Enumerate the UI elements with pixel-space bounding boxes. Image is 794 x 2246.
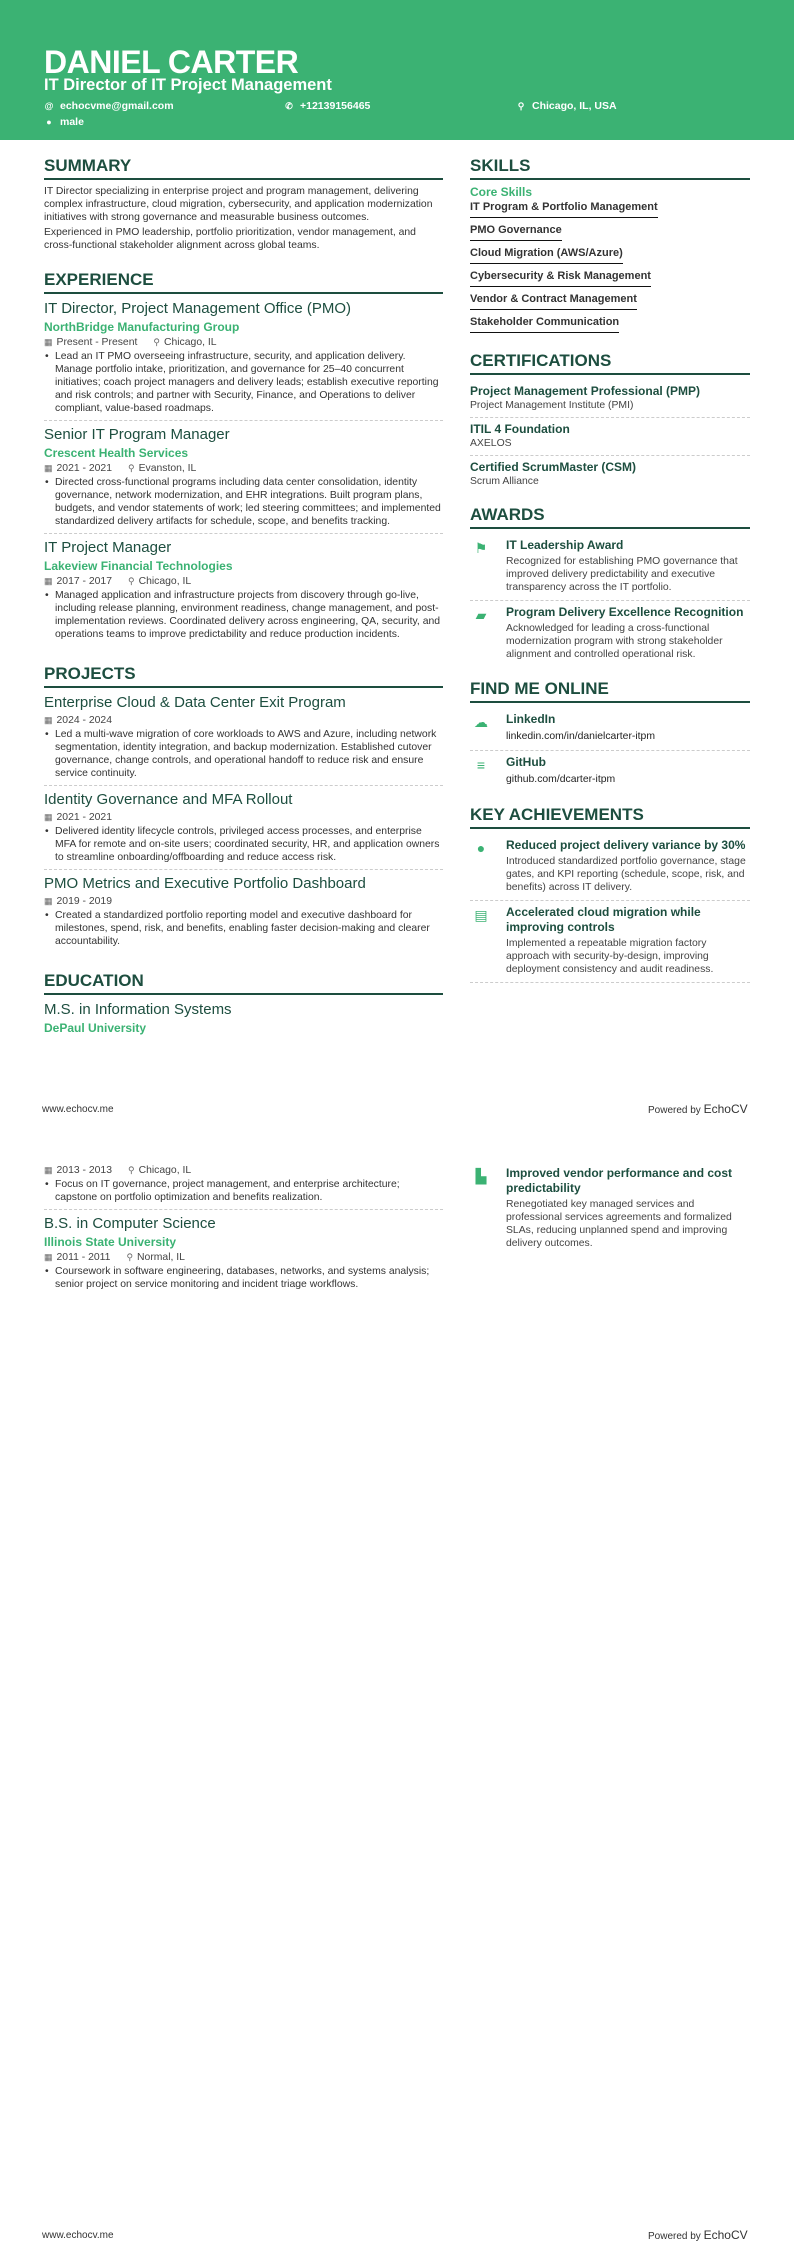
- date-range: ▦ 2021 - 2021: [44, 463, 112, 474]
- calendar-icon: ▦: [44, 1165, 53, 1175]
- right-column-page2: [470, 1162, 750, 1256]
- job-location: ⚲ Chicago, IL: [127, 576, 192, 587]
- cert-issuer: Project Management Institute (PMI): [470, 400, 634, 411]
- project-entry: [44, 693, 443, 786]
- online-title: GitHub: [506, 755, 546, 769]
- date-range: ▦ 2019 - 2019: [44, 896, 112, 907]
- online-heading: FIND ME ONLINE: [470, 679, 750, 703]
- award-item: [470, 534, 750, 601]
- map-pin-icon: ⚲: [517, 100, 525, 111]
- education-heading: EDUCATION: [44, 971, 443, 995]
- achievement-desc: Renegotiated key managed services and professional services agreements and formalized SLAs, reducing unplanned spend and improving delivery outcomes.: [506, 1199, 732, 1249]
- bullet-item: • Led a multi-wave migration of core workloads to AWS and Azure, including network segmentation, identity integration, and backup modernization. Established cutover governance, change controls, and operational handoff to reduce risk and ensure service continuity.: [44, 728, 443, 780]
- bullet-item: • Directed cross-functional programs including data center consolidation, identity governance, network modernization, and EHR integrations. Built program plans, budgets, and vendor statements of work; led steering committees; and implemented standardized delivery artifacts for schedule, scope, and benefits tracking.: [44, 476, 443, 528]
- online-title: LinkedIn: [506, 712, 556, 726]
- ellipsis-circle-icon: ●: [476, 840, 486, 856]
- map-pin-icon: ⚲: [153, 337, 160, 347]
- job-location: ⚲ Evanston, IL: [127, 463, 197, 474]
- company-name: NorthBridge Manufacturing Group: [44, 320, 240, 334]
- cert-title: Certified ScrumMaster (CSM): [470, 460, 637, 474]
- contact-email[interactable]: [44, 100, 174, 112]
- map-pin-icon: ⚲: [126, 1252, 134, 1262]
- project-title: PMO Metrics and Executive Portfolio Dashboard: [44, 875, 366, 892]
- menu-icon: ≡: [476, 757, 486, 773]
- bullet-item: • Focus on IT governance, project management, and enterprise architecture; capstone on portfolio optimization and benefits realization.: [44, 1178, 443, 1204]
- project-title: Enterprise Cloud & Data Center Exit Program: [44, 694, 346, 711]
- bullet-item: • Lead an IT PMO overseeing infrastructure, security, and application delivery. Manage portfolio intake, prioritization, and governance for 25–40 concurrent initiatives; coach project managers and delivery leads; establish executive reporting and risk controls; and partner with Security, Finance, and Operations to deliver compliant, value-based roadmaps.: [44, 350, 443, 415]
- contact-location: [516, 100, 617, 112]
- map-pin-icon: ⚲: [127, 576, 135, 586]
- skill-tag: Cloud Migration (AWS/Azure): [470, 247, 623, 264]
- calendar-icon: ▦: [44, 812, 53, 822]
- achievement-desc: Introduced standardized portfolio governance, stage gates, and KPI reporting (schedule, scope, risk, and benefits) across IT delivery.: [506, 856, 746, 893]
- job-title: IT Director, Project Management Office (PMO): [44, 300, 352, 317]
- project-title: Identity Governance and MFA Rollout: [44, 791, 293, 808]
- phone-text: +12139156465: [300, 100, 371, 112]
- resume-header: [0, 0, 794, 140]
- user-icon: ●: [46, 117, 52, 127]
- summary-paragraph: Experienced in PMO leadership, portfolio prioritization, vendor management, and cross-functional stakeholder alignment across global teams.: [44, 227, 416, 251]
- summary-paragraph: IT Director specializing in enterprise project and program management, delivering complex infrastructure, cloud migration, cybersecurity, and application modernization initiatives with strong governance and measurable business outcomes.: [44, 186, 433, 223]
- cert-issuer: AXELOS: [470, 438, 512, 449]
- calendar-icon: ▦: [44, 337, 53, 347]
- left-column-page2: [44, 1163, 443, 1300]
- degree-title: M.S. in Information Systems: [44, 1001, 232, 1018]
- degree-title: B.S. in Computer Science: [44, 1215, 216, 1232]
- company-name: Lakeview Financial Technologies: [44, 559, 233, 573]
- contact-gender: [44, 116, 84, 128]
- footer-site[interactable]: www.echocv.me: [42, 2230, 114, 2241]
- company-name: Crescent Health Services: [44, 446, 189, 460]
- achievement-item: [470, 834, 750, 901]
- award-item: [470, 601, 750, 667]
- date-range: ▦ 2024 - 2024: [44, 715, 112, 726]
- footer-powered: Powered by EchoCV: [648, 1102, 748, 1116]
- job-location: ⚲ Chicago, IL: [153, 337, 217, 348]
- experience-entry: [44, 425, 443, 534]
- location-text: Chicago, IL, USA: [532, 100, 617, 112]
- achievement-title: Reduced project delivery variance by 30%: [506, 838, 746, 852]
- at-icon: @: [44, 101, 54, 111]
- calendar-icon: ▦: [44, 896, 53, 906]
- skill-tag: IT Program & Portfolio Management: [470, 201, 658, 218]
- education-entry: [44, 1163, 443, 1210]
- map-pin-icon: ⚲: [127, 1165, 135, 1175]
- online-item[interactable]: [470, 751, 750, 793]
- award-title: Program Delivery Excellence Recognition: [506, 605, 744, 619]
- candidate-name: DANIEL CARTER: [44, 44, 299, 80]
- date-range: ▦ 2013 - 2013: [44, 1165, 112, 1176]
- comment-icon: ▰: [475, 607, 487, 623]
- calendar-icon: ▦: [44, 463, 53, 473]
- date-range: ▦ 2011 - 2011: [44, 1252, 111, 1263]
- calendar-icon: ▦: [44, 576, 53, 586]
- store-icon: ▤: [474, 907, 488, 923]
- skills-heading: SKILLS: [470, 156, 750, 180]
- award-desc: Acknowledged for leading a cross-functional modernization program with strong stakeholder alignment and controlled operational risk.: [506, 623, 723, 660]
- phone-icon: ✆: [285, 100, 293, 111]
- achievement-title: Improved vendor performance and cost predictability: [506, 1166, 733, 1195]
- education-entry: [44, 1214, 443, 1296]
- skills-group-label: Core Skills: [470, 185, 533, 199]
- certification-item: [470, 418, 750, 456]
- email-text: echocvme@gmail.com: [60, 100, 174, 112]
- skill-tag: Cybersecurity & Risk Management: [470, 270, 651, 287]
- map-pin-icon: ⚲: [127, 463, 135, 473]
- online-item[interactable]: [470, 708, 750, 751]
- achievements-heading: KEY ACHIEVEMENTS: [470, 805, 750, 829]
- online-link[interactable]: linkedin.com/in/danielcarter-itpm: [506, 731, 655, 742]
- calendar-icon: ▦: [44, 1252, 53, 1262]
- experience-heading: EXPERIENCE: [44, 270, 443, 294]
- experience-entry: [44, 299, 443, 421]
- school-name: Illinois State University: [44, 1235, 177, 1249]
- certification-item: [470, 380, 750, 418]
- cert-title: Project Management Professional (PMP): [470, 384, 701, 398]
- candidate-title: IT Director of IT Project Management: [44, 76, 332, 94]
- project-entry: [44, 790, 443, 870]
- school-location: ⚲ Normal, IL: [126, 1252, 185, 1263]
- bullet-item: • Delivered identity lifecycle controls, privileged access processes, and enterprise MFA for remote and on-site users; coordinated security, HR, and application owners to streamline onboarding/offboarding and reduce access risk.: [44, 825, 443, 864]
- footer-site[interactable]: www.echocv.me: [42, 1104, 114, 1115]
- school-name: DePaul University: [44, 1021, 147, 1035]
- project-entry: [44, 874, 443, 953]
- bullet-item: • Coursework in software engineering, databases, networks, and systems analysis; senior project on service monitoring and incident triage workflows.: [44, 1265, 443, 1291]
- cert-title: ITIL 4 Foundation: [470, 422, 570, 436]
- date-range: ▦ 2021 - 2021: [44, 812, 112, 823]
- certifications-heading: CERTIFICATIONS: [470, 351, 750, 375]
- right-column-page1: [470, 156, 750, 983]
- bullet-item: • Created a standardized portfolio reporting model and executive dashboard for milestones, spend, risk, and benefits, enabling faster decision-making and clearer accountability.: [44, 909, 443, 948]
- date-range: ▦ Present - Present: [44, 337, 138, 348]
- school-location: ⚲ Chicago, IL: [127, 1165, 192, 1176]
- job-title: Senior IT Program Manager: [44, 426, 230, 443]
- cert-issuer: Scrum Alliance: [470, 476, 539, 487]
- skill-tag: Stakeholder Communication: [470, 316, 619, 333]
- award-title: IT Leadership Award: [506, 538, 624, 552]
- bullet-item: • Managed application and infrastructure projects from discovery through go-live, including release planning, environment readiness, change management, and post-implementation reviews. Coordinated delivery across engineering, QA, security, and operations teams to improve predictability and reduce production incidents.: [44, 589, 443, 641]
- projects-heading: PROJECTS: [44, 664, 443, 688]
- cloud-icon: ☁: [474, 714, 488, 730]
- achievement-item: [470, 1162, 750, 1256]
- job-title: IT Project Manager: [44, 539, 172, 556]
- calendar-icon: ▦: [44, 715, 53, 725]
- awards-heading: AWARDS: [470, 505, 750, 529]
- footer-powered: Powered by EchoCV: [648, 2228, 748, 2242]
- date-range: ▦ 2017 - 2017: [44, 576, 112, 587]
- left-column-page1: [44, 156, 443, 1036]
- award-desc: Recognized for establishing PMO governance that improved delivery predictability and executive transparency across the IT portfolio.: [506, 556, 738, 593]
- document-icon: ▙: [475, 1168, 487, 1184]
- summary-heading: SUMMARY: [44, 156, 443, 180]
- skill-tag: Vendor & Contract Management: [470, 293, 637, 310]
- experience-entry: [44, 538, 443, 646]
- contact-phone[interactable]: [284, 100, 370, 112]
- certification-item: [470, 456, 750, 493]
- gender-text: male: [60, 116, 84, 128]
- skill-tag: PMO Governance: [470, 224, 562, 241]
- achievement-desc: Implemented a repeatable migration factory approach with security-by-design, improving deployment consistency and audit readiness.: [506, 938, 714, 975]
- bookmark-slash-icon: ⚑: [474, 540, 488, 556]
- achievement-item: [470, 901, 750, 983]
- online-link[interactable]: github.com/dcarter-itpm: [506, 774, 616, 785]
- achievement-title: Accelerated cloud migration while improving controls: [506, 905, 701, 934]
